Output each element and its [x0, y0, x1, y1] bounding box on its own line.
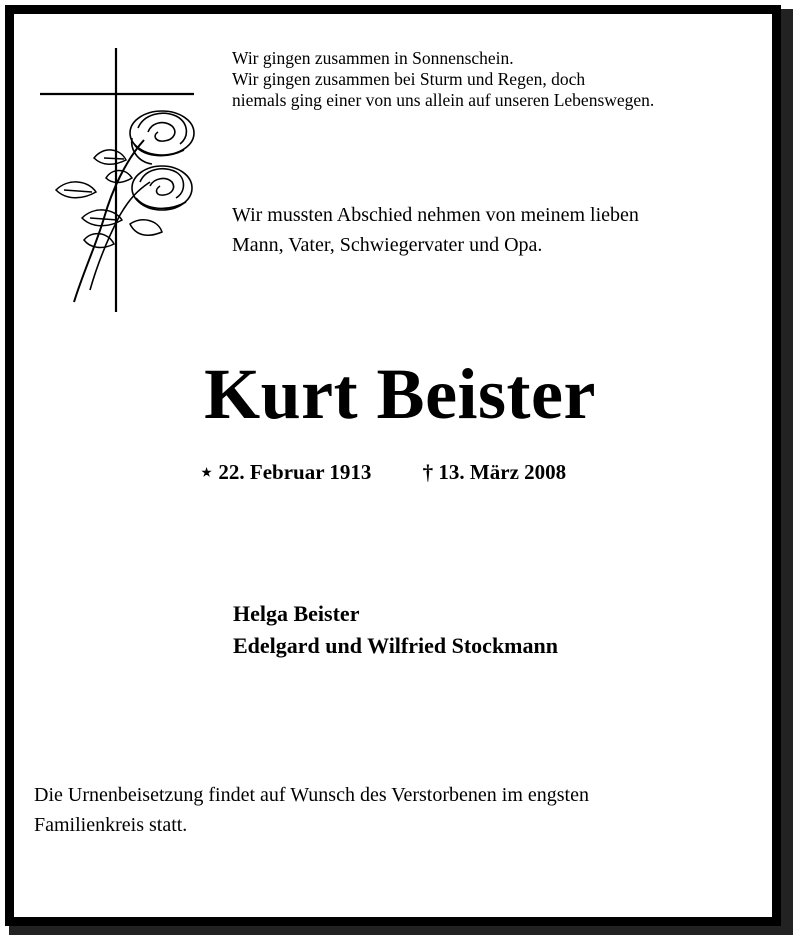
notice-line: Die Urnenbeisetzung findet auf Wunsch des Verstorbenen im engsten	[34, 784, 589, 806]
poem-line: Wir gingen zusammen bei Sturm und Regen, doch	[232, 69, 586, 89]
cross-with-roses-icon	[34, 40, 204, 320]
farewell-line: Wir mussten Abschied nehmen von meinem lieben	[232, 204, 639, 226]
farewell-text	[232, 200, 777, 260]
deceased-name: Kurt Beister	[204, 354, 596, 434]
poem	[232, 48, 777, 111]
farewell-line: Mann, Vater, Schwiegervater und Opa.	[232, 234, 543, 256]
mourner-name: Edelgard und Wilfried Stockmann	[233, 633, 558, 658]
notice-line: Familienkreis statt.	[34, 814, 188, 836]
death-date: † 13. März 2008	[422, 460, 567, 484]
mourner-name: Helga Beister	[233, 601, 360, 626]
birth-date: ⋆ 22. Februar 1913	[200, 460, 372, 484]
mourners	[233, 598, 558, 662]
life-dates	[200, 457, 566, 487]
poem-line: niemals ging einer von uns allein auf unseren Lebenswegen.	[232, 90, 655, 110]
burial-notice	[34, 780, 772, 840]
poem-line: Wir gingen zusammen in Sonnenschein.	[232, 48, 514, 68]
